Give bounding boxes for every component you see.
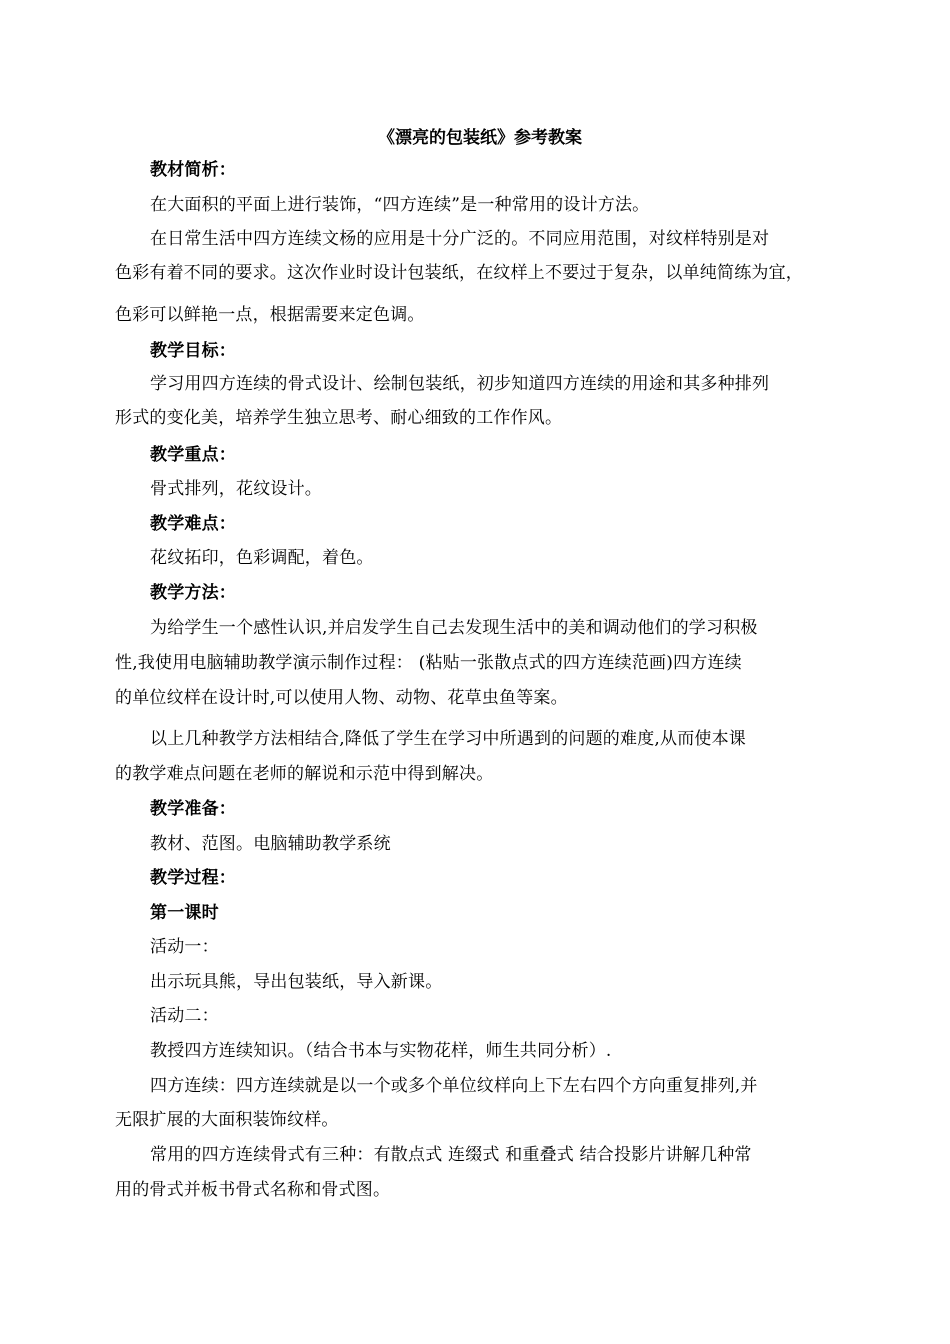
paragraph-line: 的单位纹样在设计时,可以使用人物、动物、花草虫鱼等案。 — [115, 688, 568, 708]
paragraph-line: 色彩有着不同的要求。这次作业时设计包装纸，在纹样上不要过于复杂，以单纯简练为宜， — [115, 263, 803, 283]
paragraph-line: 四方连续：四方连续就是以一个或多个单位纹样向上下左右四个方向重复排列,并 — [150, 1076, 758, 1096]
section-heading-teaching-goals: 教学目标： — [150, 341, 236, 361]
paragraph-line: 色彩可以鲜艳一点，根据需要来定色调。 — [115, 305, 425, 325]
section-heading-difficulties: 教学难点： — [150, 514, 236, 534]
paragraph-line: 为给学生一个感性认识,并启发学生自己去发现生活中的美和调动他们的学习积极 — [150, 618, 758, 638]
paragraph-line: 在日常生活中四方连续文杨的应用是十分广泛的。不同应用范围，对纹样特别是对 — [150, 229, 770, 249]
section-heading-methods: 教学方法： — [150, 583, 236, 603]
paragraph-line: 形式的变化美，培养学生独立思考、耐心细致的工作作风。 — [115, 408, 563, 428]
paragraph-line: 常用的四方连续骨式有三种：有散点式 连缀式 和重叠式 结合投影片讲解几种常 — [150, 1145, 752, 1165]
paragraph-line: 的教学难点问题在老师的解说和示范中得到解决。 — [115, 764, 494, 784]
paragraph-line: 出示玩具熊，导出包装纸，导入新课。 — [150, 972, 443, 992]
document-title: 《漂亮的包装纸》参考教案 — [378, 128, 582, 148]
paragraph-line: 骨式排列，花纹设计。 — [150, 479, 322, 499]
section-heading-process: 教学过程： — [150, 868, 236, 888]
paragraph-line: 以上几种教学方法相结合,降低了学生在学习中所遇到的问题的难度,从而使本课 — [150, 729, 747, 749]
paragraph-line: 性,我使用电脑辅助教学演示制作过程： (粘贴一张散点式的四方连续范画)四方连续 — [115, 653, 742, 673]
section-heading-first-lesson: 第一课时 — [150, 903, 219, 923]
paragraph-line: 用的骨式并板书骨式名称和骨式图。 — [115, 1180, 391, 1200]
section-heading-preparation: 教学准备： — [150, 799, 236, 819]
paragraph-line: 活动二： — [150, 1006, 219, 1026]
paragraph-line: 教材、范图。电脑辅助教学系统 — [150, 834, 391, 854]
paragraph-line: 无限扩展的大面积装饰纹样。 — [115, 1110, 339, 1130]
section-heading-textbook-analysis: 教材简析： — [150, 160, 236, 180]
paragraph-line: 教授四方连续知识。（结合书本与实物花样，师生共同分析）. — [150, 1041, 612, 1061]
paragraph-line: 活动一： — [150, 937, 219, 957]
paragraph-line: 花纹拓印，色彩调配，着色。 — [150, 548, 374, 568]
paragraph-line: 学习用四方连续的骨式设计、绘制包装纸，初步知道四方连续的用途和其多种排列 — [150, 374, 770, 394]
paragraph-line: 在大面积的平面上进行装饰，“四方连续”是一种常用的设计方法。 — [150, 195, 650, 215]
section-heading-key-points: 教学重点： — [150, 445, 236, 465]
